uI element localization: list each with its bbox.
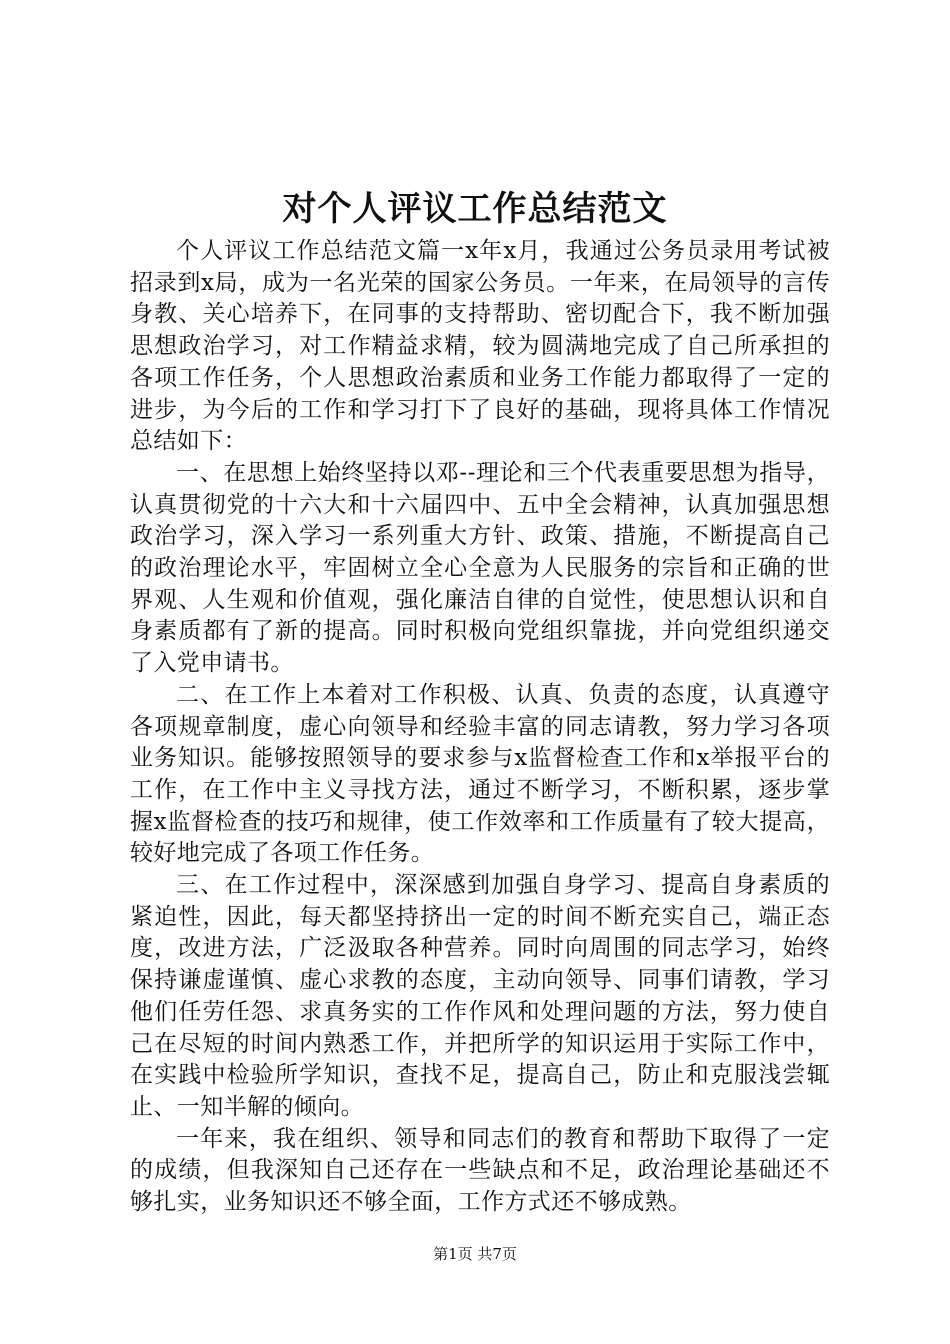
paragraph-intro: 个人评议工作总结范文篇一x年x月，我通过公务员录用考试被招录到x局，成为一名光荣的国家公务员。一年来，在局领导的言传身教、关心培养下，在同事的支持帮助、密切配合下，我不断加强思想政治学习，对工作精益求精，较为圆满地完成了自己所承担的各项工作任务，个人思想政治素质和业务工作能力都取得了一定的进步，为今后的工作和学习打下了良好的基础，现将具体工作情况总结如下：	[130, 238, 830, 455]
document-body	[130, 236, 830, 1219]
paragraph-ideology: 一、在思想上始终坚持以邓--理论和三个代表重要思想为指导，认真贯彻党的十六大和十六届四中、五中全会精神，认真加强思想政治学习，深入学习一系列重大方针、政策、措施，不断提高自己的政治理论水平，牢固树立全心全意为人民服务的宗旨和正确的世界观、人生观和价值观，强化廉洁自律的自觉性，使思想认识和自身素质都有了新的提高。同时积极向党组织靠拢，并向党组织递交了入党申请书。	[130, 459, 830, 677]
paragraph-work: 二、在工作上本着对工作积极、认真、负责的态度，认真遵守各项规章制度，虚心向领导和经验丰富的同志请教，努力学习各项业务知识。能够按照领导的要求参与x监督检查工作和x举报平台的工作，在工作中主义寻找方法，通过不断学习，不断积累，逐步掌握x监督检查的技巧和规律，使工作效率和工作质量有了较大提高，较好地完成了各项工作任务。	[130, 681, 830, 867]
document-title: 对个人评议工作总结范文	[282, 189, 668, 229]
paragraph-learning: 三、在工作过程中，深深感到加强自身学习、提高自身素质的紧迫性，因此，每天都坚持挤出一定的时间不断充实自己，端正态度，改进方法，广泛汲取各种营养。同时向周围的同志学习，始终保持谦虚谨慎、虚心求教的态度，主动向领导、同事们请教，学习他们任劳任怨、求真务实的工作作风和处理问题的方法，努力使自己在尽短的时间内熟悉工作，并把所学的知识运用于实际工作中，在实践中检验所学知识，查找不足，提高自己，防止和克服浅尝辄止、一知半解的倾向。	[130, 872, 830, 1120]
paragraph-conclusion: 一年来，我在组织、领导和同志们的教育和帮助下取得了一定的成绩，但我深知自己还存在一些缺点和不足，政治理论基础还不够扎实，业务知识还不够全面，工作方式还不够成熟。	[130, 1125, 830, 1216]
page-number: 第1页 共7页	[433, 1245, 517, 1263]
